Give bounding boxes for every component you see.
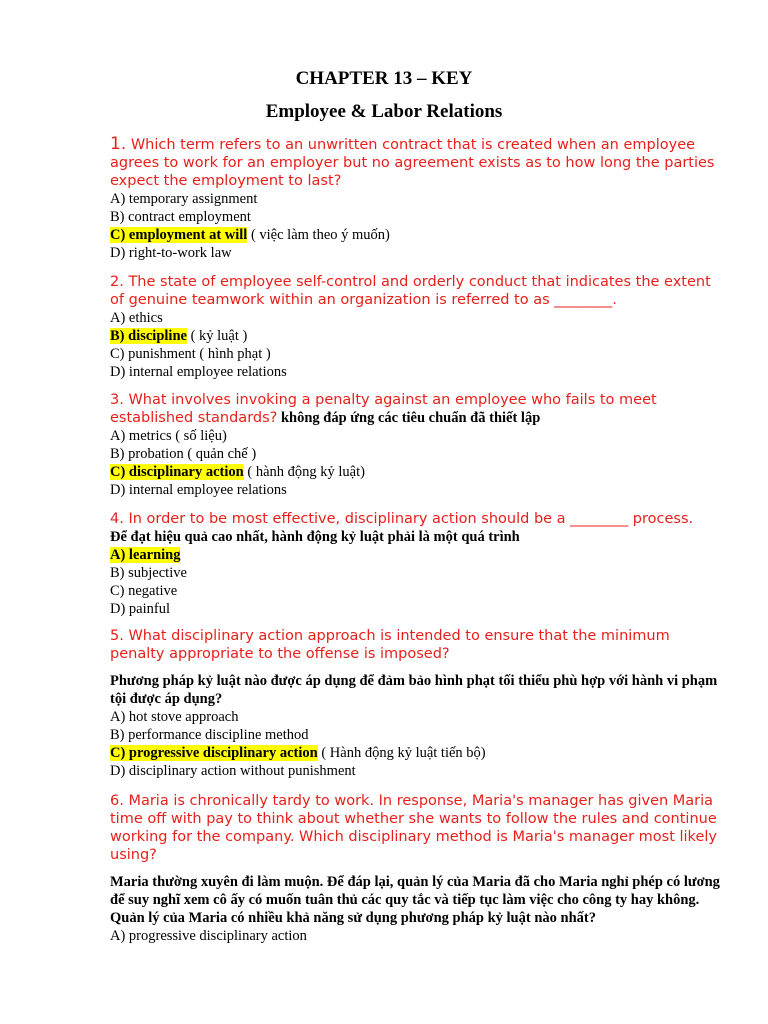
question-5-prompt: 5. What disciplinary action approach is intended to ensure that the minimum penalty appropriate to the offense is imposed? bbox=[110, 628, 670, 662]
question-4-option-a bbox=[110, 546, 720, 564]
question-3-text: 3. What involves invoking a penalty against an employee who fails to meet established standards? bbox=[110, 392, 657, 426]
question-2-option-b bbox=[110, 327, 720, 345]
question-5 bbox=[110, 627, 720, 780]
question-5-option-a: A) hot stove approach bbox=[110, 709, 239, 725]
question-2-option-c: C) punishment ( hình phạt ) bbox=[110, 346, 271, 362]
question-3 bbox=[110, 391, 720, 499]
question-3-answer-note: ( hành động kỷ luật) bbox=[243, 464, 365, 480]
question-1-option-d: D) right-to-work law bbox=[110, 245, 232, 261]
question-5-answer: C) progressive disciplinary action bbox=[110, 745, 318, 761]
question-1-option-a: A) temporary assignment bbox=[110, 191, 258, 207]
question-1 bbox=[110, 135, 720, 262]
question-1-answer: C) employment at will bbox=[110, 227, 248, 243]
question-1-prompt bbox=[110, 135, 720, 190]
question-1-number: 1. bbox=[110, 134, 127, 154]
question-5-option-b: B) performance discipline method bbox=[110, 727, 309, 743]
question-3-option-a: A) metrics ( số liệu) bbox=[110, 428, 227, 444]
question-4-prompt: 4. In order to be most effective, disciplinary action should be a ________ process. bbox=[110, 511, 694, 527]
question-5-option-d: D) disciplinary action without punishment bbox=[110, 763, 356, 779]
question-3-prompt bbox=[110, 391, 720, 427]
question-4-option-d: D) painful bbox=[110, 601, 170, 617]
question-2-answer: B) discipline bbox=[110, 328, 187, 344]
question-3-option-b: B) probation ( quản chế ) bbox=[110, 446, 257, 462]
question-3-option-d: D) internal employee relations bbox=[110, 482, 287, 498]
question-3-answer: C) disciplinary action bbox=[110, 464, 244, 480]
question-2-answer-note: ( kỷ luật ) bbox=[186, 328, 248, 344]
question-4-translation: Để đạt hiệu quả cao nhất, hành động kỷ luật phải là một quá trình bbox=[110, 529, 520, 545]
question-2-option-d: D) internal employee relations bbox=[110, 364, 287, 380]
question-2-prompt: 2. The state of employee self-control and orderly conduct that indicates the extent of genuine teamwork within an organization is referred to as ________. bbox=[110, 274, 711, 308]
question-5-option-c bbox=[110, 744, 720, 762]
question-5-answer-note: ( Hành động kỷ luật tiến bộ) bbox=[317, 745, 486, 761]
question-2-option-a: A) ethics bbox=[110, 310, 163, 326]
chapter-title: CHAPTER 13 – KEY bbox=[295, 68, 473, 89]
question-1-option-b: B) contract employment bbox=[110, 209, 251, 225]
question-6-option-a: A) progressive disciplinary action bbox=[110, 928, 307, 944]
question-4-answer: A) learning bbox=[110, 547, 181, 563]
question-1-answer-note: ( việc làm theo ý muốn) bbox=[247, 227, 390, 243]
question-3-option-c bbox=[110, 463, 720, 481]
question-1-text: Which term refers to an unwritten contract that is created when an employee agrees to work for an employer but no agreement exists as to how long the parties expect the employment to last? bbox=[110, 137, 715, 189]
question-4-option-c: C) negative bbox=[110, 583, 178, 599]
question-4-option-b: B) subjective bbox=[110, 565, 187, 581]
chapter-subtitle: Employee & Labor Relations bbox=[265, 101, 503, 122]
question-6-translation: Maria thường xuyên đi làm muộn. Để đáp lại, quản lý của Maria đã cho Maria nghỉ phép có lương để suy nghĩ xem cô ấy có muốn tuân thủ các quy tắc và tiếp tục làm việc cho công ty hay không. Quản lý của Maria có nhiều khả năng sử dụng phương pháp kỷ luật nào nhất? bbox=[110, 874, 720, 926]
question-5-translation: Phương pháp kỷ luật nào được áp dụng để đảm bảo hình phạt tối thiểu phù hợp với hành vi phạm tội được áp dụng? bbox=[110, 673, 718, 707]
question-6-prompt: 6. Maria is chronically tardy to work. In response, Maria's manager has given Maria time off with pay to think about whether she wants to follow the rules and continue working for the company. Which disciplinary method is Maria's manager most likely using? bbox=[110, 793, 717, 863]
question-4 bbox=[110, 510, 720, 618]
question-6 bbox=[110, 792, 720, 945]
question-3-translation: không đáp ứng các tiêu chuẩn đã thiết lập bbox=[277, 410, 541, 426]
question-2 bbox=[110, 273, 720, 381]
question-1-option-c bbox=[110, 226, 720, 244]
